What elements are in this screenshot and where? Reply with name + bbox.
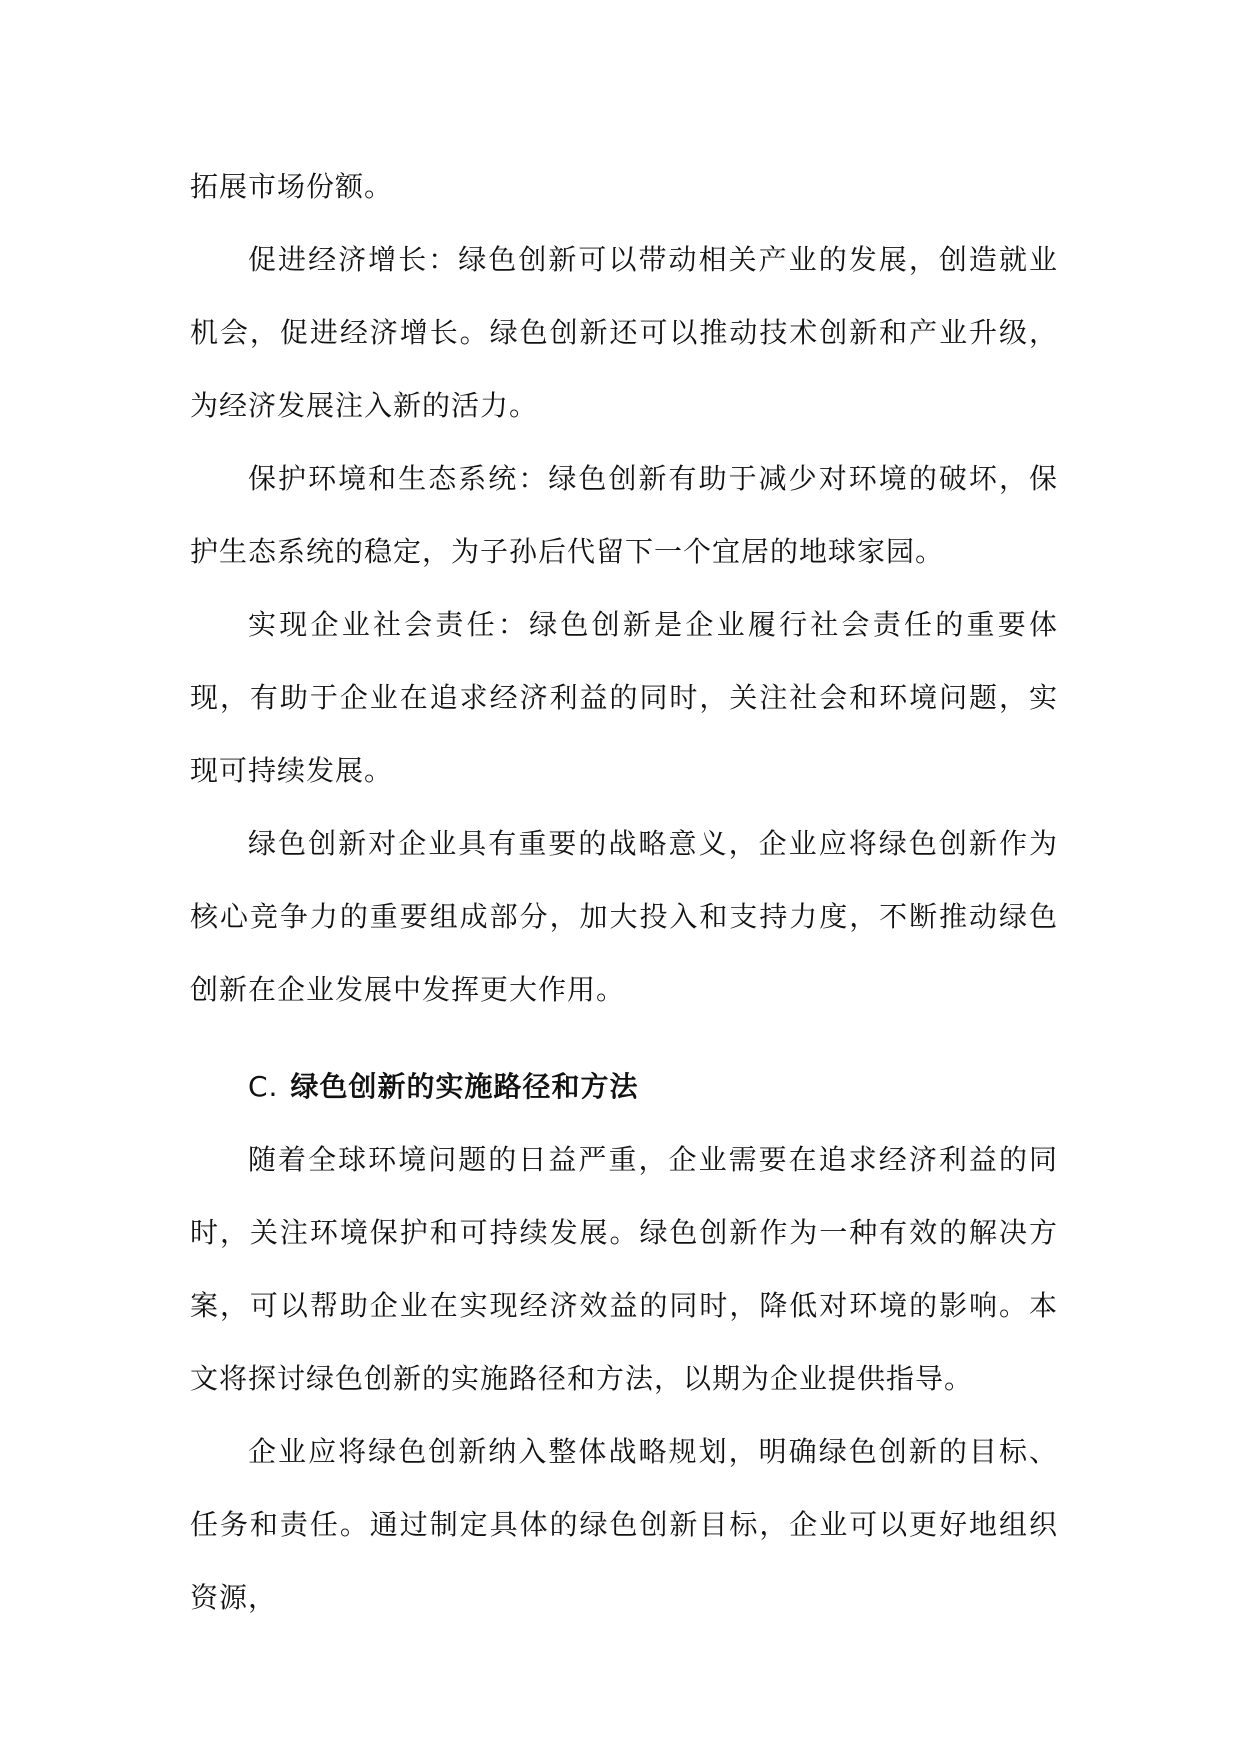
paragraph-environment-protection: 保护环境和生态系统：绿色创新有助于减少对环境的破坏，保护生态系统的稳定，为子孙后代留下一个宜居的地球家园。: [190, 462, 1058, 568]
paragraph-strategic-significance: 绿色创新对企业具有重要的战略意义，企业应将绿色创新作为核心竞争力的重要组成部分，加大投入和支持力度，不断推动绿色创新在企业发展中发挥更大作用。: [190, 827, 1058, 1006]
paragraph-social-responsibility: 实现企业社会责任：绿色创新是企业履行社会责任的重要体现，有助于企业在追求经济利益的同时，关注社会和环境问题，实现可持续发展。: [190, 608, 1058, 787]
document-body: [190, 150, 1058, 1634]
section-heading-label: C.: [248, 1070, 279, 1103]
section-heading: [190, 1050, 1058, 1123]
section-heading-text: 绿色创新的实施路径和方法: [290, 1070, 639, 1103]
paragraph-economic-growth: 促进经济增长：绿色创新可以带动相关产业的发展，创造就业机会，促进经济增长。绿色创新还可以推动技术创新和产业升级，为经济发展注入新的活力。: [190, 243, 1058, 422]
paragraph-continuation: 拓展市场份额。: [190, 170, 394, 203]
paragraph-strategy-planning: 企业应将绿色创新纳入整体战略规划，明确绿色创新的目标、任务和责任。通过制定具体的绿色创新目标，企业可以更好地组织资源，: [190, 1435, 1058, 1614]
paragraph-introduction: 随着全球环境问题的日益严重，企业需要在追求经济利益的同时，关注环境保护和可持续发展。绿色创新作为一种有效的解决方案，可以帮助企业在实现经济效益的同时，降低对环境的影响。本文将探讨绿色创新的实施路径和方法，以期为企业提供指导。: [190, 1143, 1058, 1395]
